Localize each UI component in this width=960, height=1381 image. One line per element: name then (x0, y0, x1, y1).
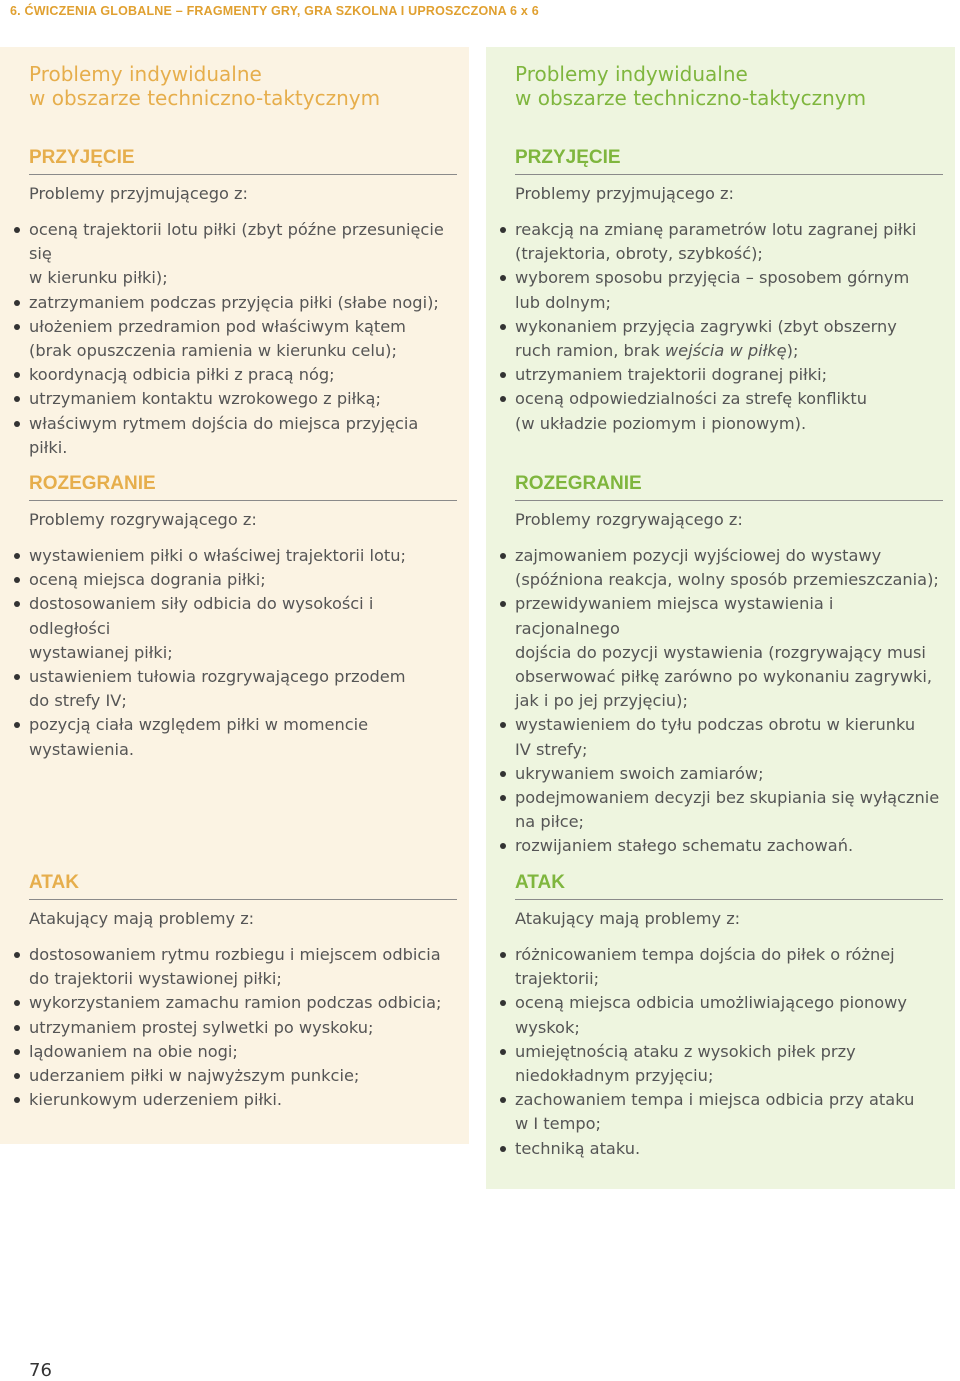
bullet-list (29, 544, 457, 762)
left-panel (0, 47, 469, 1144)
list-item: wystawieniem do tyłu podczas obrotu w kierunku IV strefy; (515, 713, 943, 761)
left-panel-title (29, 62, 380, 110)
left-section-przyjecie (29, 147, 457, 460)
list-item: uderzaniem piłki w najwyższym punkcie; (29, 1064, 457, 1088)
list-item: właściwym rytmem dojścia do miejsca przyjęcia piłki. (29, 412, 457, 460)
list-item: zachowaniem tempa i miejsca odbicia przy ataku w I tempo; (515, 1088, 943, 1136)
section-heading: ROZEGRANIE (515, 473, 943, 501)
section-intro: Atakujący mają problemy z: (29, 909, 255, 928)
list-item: wykonaniem przyjęcia zagrywki (zbyt obszerny ruch ramion, brak wejścia w piłkę); (515, 315, 943, 363)
list-item: ustawieniem tułowia rozgrywającego przodem do strefy IV; (29, 665, 457, 713)
bullet-list (515, 544, 943, 859)
right-panel-title (515, 62, 866, 110)
list-item: dostosowaniem siły odbicia do wysokości i odległości wystawianej piłki; (29, 592, 457, 665)
list-item: utrzymaniem kontaktu wzrokowego z piłką; (29, 387, 457, 411)
list-item: wyborem sposobu przyjęcia – sposobem górnym lub dolnym; (515, 266, 943, 314)
list-item: przewidywaniem miejsca wystawienia i racjonalnego dojścia do pozycji wystawienia (rozgrywający musi obserwować piłkę zarówno po wykonaniu zagrywki, jak i po jej przyjęciu); (515, 592, 943, 713)
bullet-list (29, 218, 457, 460)
section-heading: ATAK (29, 872, 457, 900)
list-item: wystawieniem piłki o właściwej trajektorii lotu; (29, 544, 457, 568)
list-item: oceną miejsca odbicia umożliwiającego pionowy wyskok; (515, 991, 943, 1039)
list-item: oceną miejsca dogrania piłki; (29, 568, 457, 592)
bullet-list (515, 943, 943, 1161)
right-section-atak (515, 872, 943, 1161)
list-item: techniką ataku. (515, 1137, 943, 1161)
list-item: różnicowaniem tempa dojścia do piłek o różnej trajektorii; (515, 943, 943, 991)
list-item: dostosowaniem rytmu rozbiegu i miejscem odbicia do trajektorii wystawionej piłki; (29, 943, 457, 991)
list-item: ułożeniem przedramion pod właściwym kątem (brak opuszczenia ramienia w kierunku celu); (29, 315, 457, 363)
page-number: 76 (29, 1360, 52, 1381)
list-item: zatrzymaniem podczas przyjęcia piłki (słabe nogi); (29, 291, 457, 315)
list-item: rozwijaniem stałego schematu zachowań. (515, 834, 943, 858)
bullet-list (29, 943, 457, 1112)
list-item: reakcją na zmianę parametrów lotu zagranej piłki (trajektoria, obroty, szybkość); (515, 218, 943, 266)
left-section-rozegranie (29, 473, 457, 762)
list-item: utrzymaniem trajektorii dogranej piłki; (515, 363, 943, 387)
right-title-line2: w obszarze techniczno-taktycznym (515, 86, 867, 110)
section-heading: PRZYJĘCIE (515, 147, 943, 175)
list-item: podejmowaniem decyzji bez skupiania się wyłącznie na piłce; (515, 786, 943, 834)
list-item: kierunkowym uderzeniem piłki. (29, 1088, 457, 1112)
left-title-line1: Problemy indywidualne (29, 62, 262, 86)
right-title-line1: Problemy indywidualne (515, 62, 748, 86)
section-intro: Problemy przyjmującego z: (29, 184, 248, 203)
section-heading: ATAK (515, 872, 943, 900)
list-item: ukrywaniem swoich zamiarów; (515, 762, 943, 786)
section-intro: Problemy rozgrywającego z: (515, 510, 743, 529)
section-intro: Atakujący mają problemy z: (515, 909, 741, 928)
section-heading: ROZEGRANIE (29, 473, 457, 501)
list-item: koordynacją odbicia piłki z pracą nóg; (29, 363, 457, 387)
list-item: zajmowaniem pozycji wyjściowej do wystawy (spóźniona reakcja, wolny sposób przemieszczania); (515, 544, 943, 592)
section-intro: Problemy przyjmującego z: (515, 184, 734, 203)
section-heading: PRZYJĘCIE (29, 147, 457, 175)
bullet-list (515, 218, 943, 436)
list-item: lądowaniem na obie nogi; (29, 1040, 457, 1064)
left-section-atak (29, 872, 457, 1112)
right-section-rozegranie (515, 473, 943, 859)
right-section-przyjecie (515, 147, 943, 436)
right-panel (486, 47, 955, 1189)
list-item: pozycją ciała względem piłki w momencie wystawienia. (29, 713, 457, 761)
list-item: oceną odpowiedzialności za strefę konfliktu (w układzie poziomym i pionowym). (515, 387, 943, 435)
left-title-line2: w obszarze techniczno-taktycznym (29, 86, 381, 110)
list-item: utrzymaniem prostej sylwetki po wyskoku; (29, 1016, 457, 1040)
list-item: umiejętnością ataku z wysokich piłek przy niedokładnym przyjęciu; (515, 1040, 943, 1088)
section-intro: Problemy rozgrywającego z: (29, 510, 257, 529)
running-head: 6. ĆWICZENIA GLOBALNE – FRAGMENTY GRY, GRA SZKOLNA I UPROSZCZONA 6 x 6 (10, 4, 539, 18)
list-item: oceną trajektorii lotu piłki (zbyt późne przesunięcie się w kierunku piłki); (29, 218, 457, 291)
list-item: wykorzystaniem zamachu ramion podczas odbicia; (29, 991, 457, 1015)
